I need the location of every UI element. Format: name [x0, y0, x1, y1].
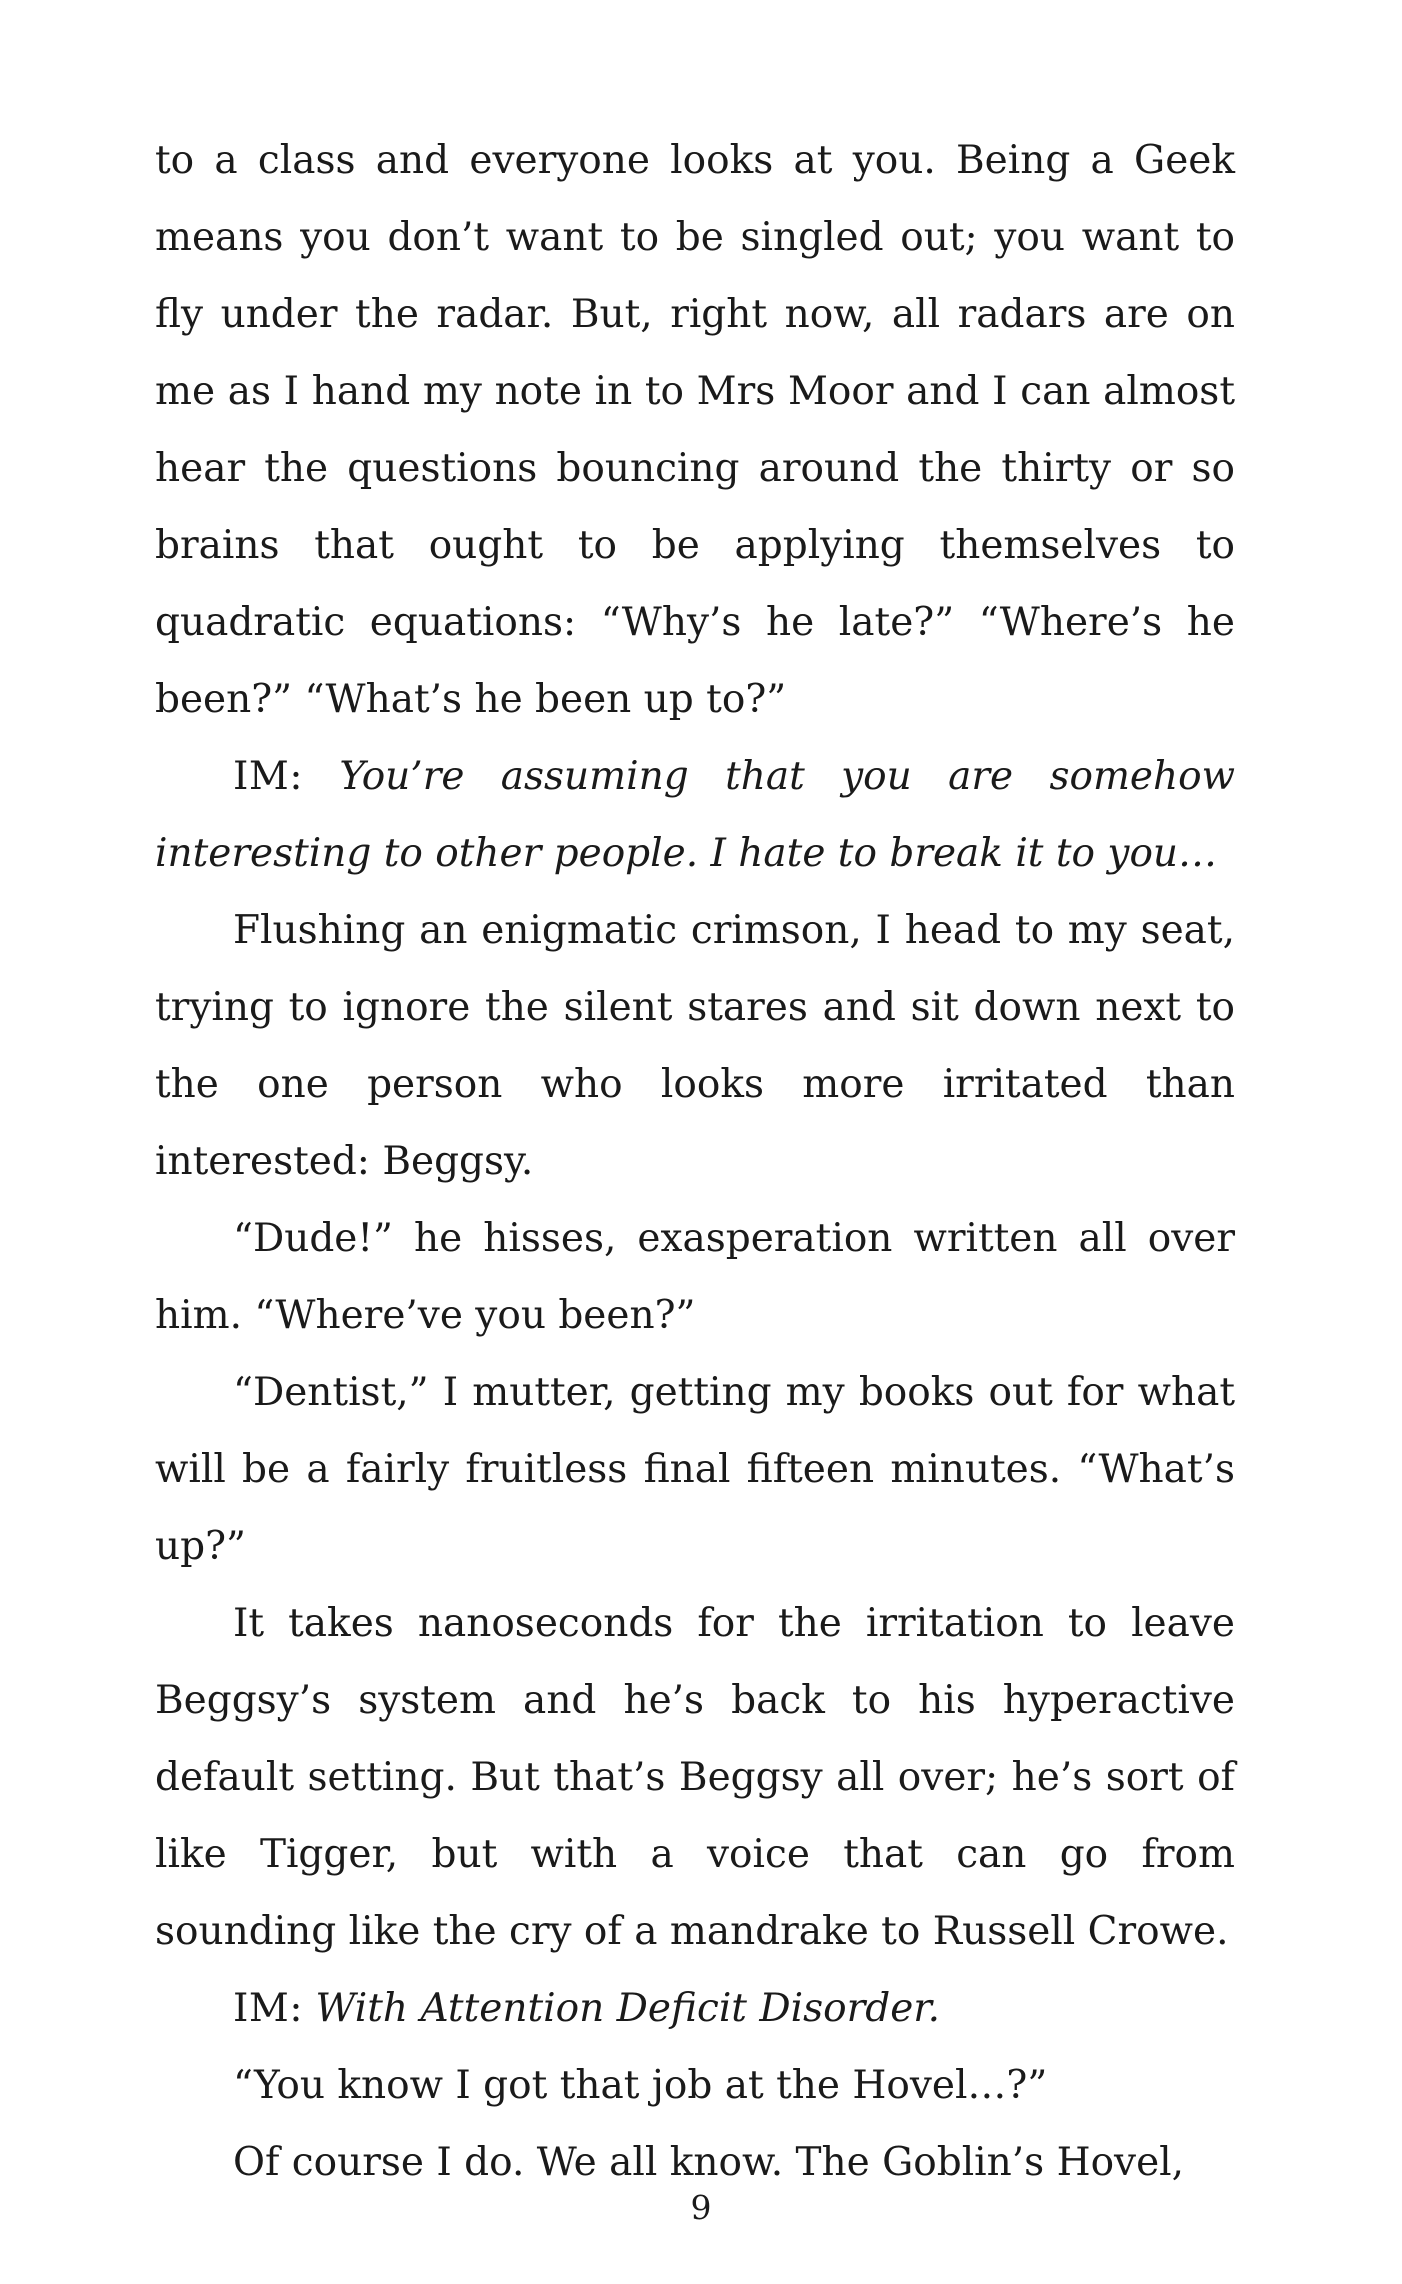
paragraph-3	[155, 892, 1235, 1200]
speaker-label: IM:	[233, 754, 303, 799]
inner-monologue-text: With Attention Deficit Disorder.	[315, 1986, 941, 2031]
paragraph-1-text: to a class and everyone looks at you. Being a Geek means you don’t want to be singled out; you want to fly under the radar. But, right now, all radars are on me as I hand my note in to Mrs Moor and I can almost hear the questions bouncing around the thirty or so brains that ought to be applying themselves to quadratic equations: “Why’s he late?” “Where’s he been?” “What’s he been up to?”	[155, 138, 1235, 722]
paragraph-8-text: “You know I got that job at the Hovel…?”	[233, 2063, 1048, 2108]
paragraph-2-inner-monologue	[155, 738, 1235, 892]
page-number: 9	[690, 2188, 712, 2227]
paragraph-1	[155, 122, 1235, 738]
speaker-label: IM:	[233, 1986, 303, 2031]
paragraph-6	[155, 1585, 1235, 1970]
paragraph-7-inner-monologue	[155, 1970, 1235, 2047]
paragraph-5	[155, 1354, 1235, 1585]
body-text	[155, 122, 1235, 2201]
paragraph-8	[155, 2047, 1235, 2124]
paragraph-4	[155, 1200, 1235, 1354]
paragraph-9-text: Of course I do. We all know. The Goblin’s Hovel,	[233, 2140, 1185, 2185]
paragraph-4-text: “Dude!” he hisses, exasperation written all over him. “Where’ve you been?”	[155, 1216, 1235, 1338]
paragraph-3-text: Flushing an enigmatic crimson, I head to my seat, trying to ignore the silent stares and sit down next to the one person who looks more irritated than interested: Beggsy.	[155, 908, 1235, 1184]
inner-monologue-text: You’re assuming that you are somehow interesting to other people. I hate to break it to you…	[155, 754, 1235, 876]
paragraph-6-text: It takes nanoseconds for the irritation to leave Beggsy’s system and he’s back to his hyperactive default setting. But that’s Beggsy all over; he’s sort of like Tigger, but with a voice that can go from sounding like the cry of a mandrake to Russell Crowe.	[155, 1601, 1235, 1954]
paragraph-5-text: “Dentist,” I mutter, getting my books out for what will be a fairly fruitless final fifteen minutes. “What’s up?”	[155, 1370, 1235, 1569]
